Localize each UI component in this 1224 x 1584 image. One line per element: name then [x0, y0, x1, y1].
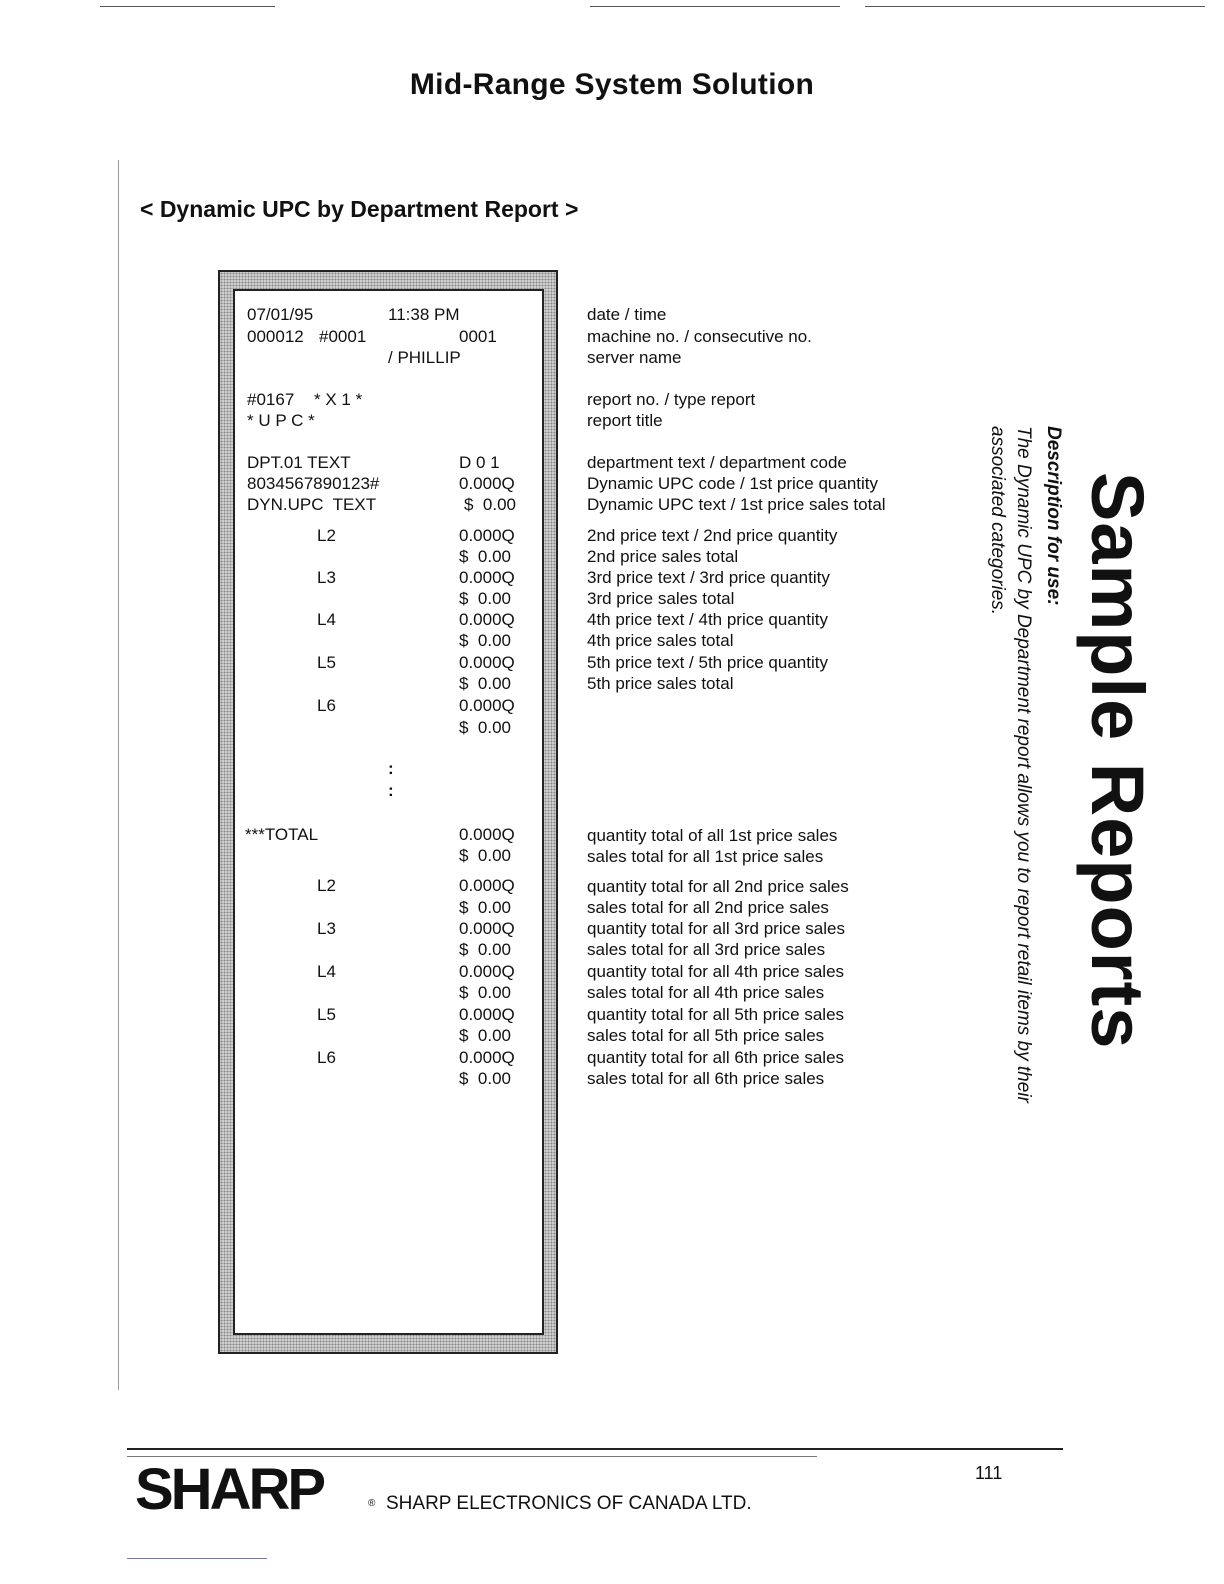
receipt-ellipsis: : [388, 759, 394, 778]
desc-report-title: report title [587, 411, 663, 430]
receipt-dept-text: DPT.01 TEXT [247, 453, 351, 472]
receipt-upc-qty: 0.000Q [459, 474, 515, 493]
receipt-total-level-total: $ 0.00 [459, 1026, 511, 1045]
footer-rule [127, 1448, 1063, 1450]
receipt-consecutive-label: #0001 [319, 327, 367, 346]
receipt-total-amount: $ 0.00 [459, 846, 511, 865]
desc-total-qty: quantity total for all 6th price sales [587, 1048, 845, 1067]
receipt-total-level-label: L5 [317, 1005, 336, 1024]
receipt-date: 07/01/95 [247, 305, 314, 324]
top-rule-middle [590, 6, 840, 7]
receipt-level-qty: 0.000Q [459, 526, 515, 545]
receipt-level-label: L5 [317, 653, 336, 672]
desc-date-time: date / time [587, 305, 667, 324]
receipt-level-total: $ 0.00 [459, 589, 511, 608]
receipt-total-level-qty: 0.000Q [459, 1005, 515, 1024]
receipt-paper [233, 289, 544, 1335]
sharp-logo: SHARP [135, 1457, 324, 1522]
receipt-level-label: L2 [317, 526, 336, 545]
receipt-time: 11:38 PM [388, 305, 460, 324]
receipt-dept-code: D 0 1 [459, 453, 500, 472]
receipt-level-qty: 0.000Q [459, 568, 515, 587]
desc-level-total: 3rd price sales total [587, 589, 735, 608]
description-for-use-label: Description for use: [1043, 426, 1064, 606]
description-for-use-text: The Dynamic UPC by Department report allows you to report retail items by their [1013, 426, 1034, 1103]
receipt-total-level-label: L3 [317, 919, 336, 938]
desc-total-amount: sales total for all 2nd price sales [587, 898, 829, 917]
desc-level-qty: 4th price text / 4th price quantity [587, 610, 828, 629]
receipt-level-total: $ 0.00 [459, 547, 511, 566]
receipt-report-title: * U P C * [247, 411, 315, 430]
desc-total-amount: sales total for all 1st price sales [587, 847, 824, 866]
top-rule-left [100, 6, 275, 7]
desc-dept: department text / department code [587, 453, 847, 472]
registered-mark: ® [368, 1498, 376, 1509]
left-margin-line [118, 160, 119, 1390]
desc-level-total: 2nd price sales total [587, 547, 739, 566]
receipt-total-level-qty: 0.000Q [459, 919, 515, 938]
receipt-level-total: $ 0.00 [459, 631, 511, 650]
receipt-total-level-label: L4 [317, 962, 336, 981]
receipt-machine-no: 000012 [247, 327, 304, 346]
desc-total-qty: quantity total for all 5th price sales [587, 1005, 845, 1024]
receipt-level-label: L3 [317, 568, 336, 587]
report-heading: < Dynamic UPC by Department Report > [140, 196, 579, 222]
receipt-total-level-qty: 0.000Q [459, 1048, 515, 1067]
desc-level-qty: 2nd price text / 2nd price quantity [587, 526, 838, 545]
desc-level-qty: 3rd price text / 3rd price quantity [587, 568, 830, 587]
page-number: 111 [975, 1463, 1003, 1483]
sample-reports-title: Sample Reports [1076, 472, 1159, 1050]
receipt-level-qty: 0.000Q [459, 653, 515, 672]
company-name: SHARP ELECTRONICS OF CANADA LTD. [386, 1493, 752, 1514]
desc-total-amount: sales total for all 5th price sales [587, 1026, 825, 1045]
desc-machine: machine no. / consecutive no. [587, 327, 812, 346]
receipt-report-no: #0167 [247, 390, 295, 409]
desc-total-qty: quantity total of all 1st price sales [587, 826, 838, 845]
desc-total-qty: quantity total for all 2nd price sales [587, 877, 849, 896]
receipt-level-qty: 0.000Q [459, 696, 515, 715]
receipt-level-label: L6 [317, 696, 336, 715]
desc-total-amount: sales total for all 6th price sales [587, 1069, 825, 1088]
desc-total-amount: sales total for all 4th price sales [587, 983, 825, 1002]
desc-total-qty: quantity total for all 3rd price sales [587, 919, 845, 938]
receipt-total-label: ***TOTAL [245, 825, 319, 844]
receipt-level-total: $ 0.00 [459, 674, 511, 693]
receipt-total-level-label: L6 [317, 1048, 336, 1067]
desc-total-amount: sales total for all 3rd price sales [587, 940, 826, 959]
receipt-total-qty: 0.000Q [459, 825, 515, 844]
receipt-upc-code: 8034567890123# [247, 474, 380, 493]
receipt-ellipsis: : [388, 781, 394, 800]
receipt-level-total: $ 0.00 [459, 718, 511, 737]
receipt-server: / PHILLIP [388, 348, 461, 367]
desc-upc-code: Dynamic UPC code / 1st price quantity [587, 474, 879, 493]
receipt-upc-text: DYN.UPC TEXT [247, 495, 377, 514]
desc-level-total: 5th price sales total [587, 674, 734, 693]
desc-level-total: 4th price sales total [587, 631, 734, 650]
page-title: Mid-Range System Solution [409, 68, 815, 101]
receipt-total-level-total: $ 0.00 [459, 1069, 511, 1088]
desc-total-qty: quantity total for all 4th price sales [587, 962, 845, 981]
receipt-total-level-total: $ 0.00 [459, 940, 511, 959]
receipt-total-level-total: $ 0.00 [459, 983, 511, 1002]
desc-server: server name [587, 348, 682, 367]
receipt-consecutive-no: 0001 [459, 327, 497, 346]
receipt-level-label: L4 [317, 610, 336, 629]
bottom-rule [127, 1558, 267, 1559]
receipt-report-type: * X 1 * [314, 390, 363, 409]
receipt-level-qty: 0.000Q [459, 610, 515, 629]
receipt-total-level-label: L2 [317, 876, 336, 895]
desc-upc-text: Dynamic UPC text / 1st price sales total [587, 495, 886, 514]
desc-level-qty: 5th price text / 5th price quantity [587, 653, 828, 672]
receipt-total-level-total: $ 0.00 [459, 898, 511, 917]
top-rule-right [865, 6, 1205, 7]
desc-report-no: report no. / type report [587, 390, 756, 409]
receipt-upc-total: $ 0.00 [464, 495, 516, 514]
receipt-total-level-qty: 0.000Q [459, 876, 515, 895]
receipt-total-level-qty: 0.000Q [459, 962, 515, 981]
description-for-use-text-continued: associated categories. [987, 426, 1008, 616]
